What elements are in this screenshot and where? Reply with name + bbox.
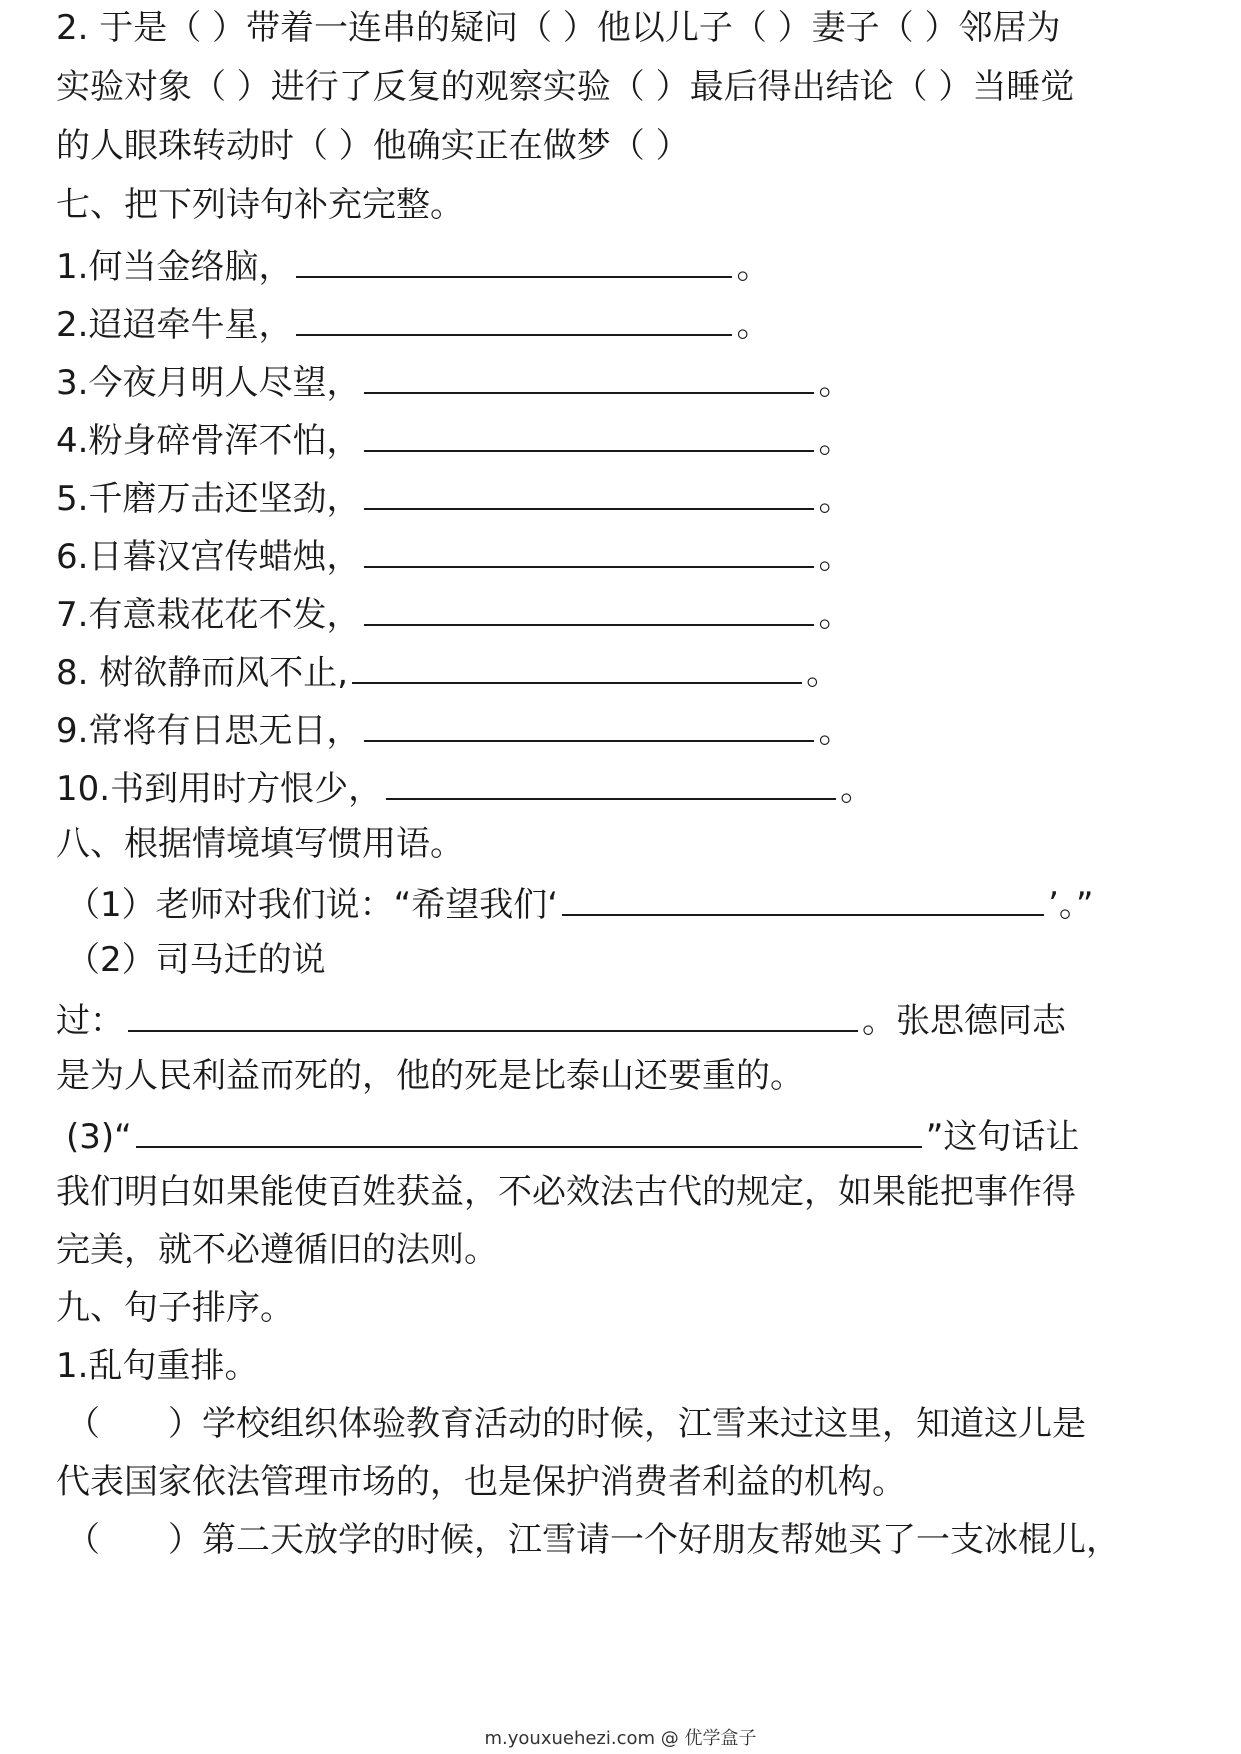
section-9-heading: 九、句子排序。 (56, 1288, 294, 1328)
answer-blank[interactable] (296, 300, 732, 336)
poem-item-8 (56, 648, 840, 692)
idiom-end: ”这句话让 (925, 1117, 1080, 1157)
poem-prompt: 8. 树欲静而风不止, (56, 653, 349, 693)
watermark-footer: m.youxuehezi.com @ 优学盒子 (484, 1728, 757, 1749)
poem-end: 。 (818, 479, 853, 519)
idiom-prompt: （1）老师对我们说：“希望我们‘ (66, 885, 559, 925)
idiom-end: ’。” (1048, 885, 1094, 925)
section-9-subheading: 1.乱句重排。 (56, 1346, 259, 1386)
idiom-item-2-line-1: （2）司马迁的说 (66, 940, 326, 980)
answer-blank[interactable] (364, 358, 814, 394)
poem-item-1 (56, 242, 770, 286)
poem-prompt: 7.有意栽花花不发， (56, 595, 361, 635)
q6-line-2: 实验对象（ ）进行了反复的观察实验（ ）最后得出结论（ ）当睡觉 (56, 67, 1075, 107)
poem-prompt: 1.何当金络脑， (56, 247, 293, 287)
poem-item-7 (56, 590, 852, 634)
poem-end: 。 (736, 247, 771, 287)
sentence-1-line-1: （ ）学校组织体验教育活动的时候，江雪来过这里，知道这儿是 (66, 1404, 1086, 1444)
poem-item-10 (56, 764, 874, 808)
idiom-item-3-line-2: 我们明白如果能使百姓获益，不必效法古代的规定，如果能把事作得 (56, 1172, 1076, 1212)
poem-end: 。 (806, 653, 841, 693)
poem-item-4 (56, 416, 852, 460)
answer-blank[interactable] (352, 648, 802, 684)
idiom-item-3-line-3: 完美，就不必遵循旧的法则。 (56, 1230, 498, 1270)
poem-prompt: 5.千磨万击还坚劲， (56, 479, 361, 519)
answer-blank[interactable] (364, 706, 814, 742)
poem-item-6 (56, 532, 852, 576)
answer-blank[interactable] (364, 590, 814, 626)
section-8-heading: 八、根据情境填写惯用语。 (56, 824, 464, 864)
poem-end: 。 (818, 363, 853, 403)
poem-end: 。 (818, 711, 853, 751)
answer-blank[interactable] (364, 474, 814, 510)
idiom-item-3 (66, 1112, 1079, 1156)
answer-blank[interactable] (364, 416, 814, 452)
idiom-prompt: 过： (56, 1001, 124, 1041)
answer-blank[interactable] (386, 764, 836, 800)
poem-prompt: 2.迢迢牵牛星， (56, 305, 293, 345)
poem-end: 。 (818, 537, 853, 577)
poem-end: 。 (736, 305, 771, 345)
answer-blank[interactable] (128, 996, 858, 1032)
answer-blank[interactable] (364, 532, 814, 568)
answer-blank[interactable] (296, 242, 732, 278)
poem-prompt: 4.粉身碎骨浑不怕， (56, 421, 361, 461)
idiom-end: 。张思德同志 (862, 1001, 1066, 1041)
poem-item-9 (56, 706, 852, 750)
answer-blank[interactable] (136, 1112, 922, 1148)
poem-item-5 (56, 474, 852, 518)
q6-line-1: 2. 于是（ ）带着一连串的疑问（ ）他以儿子（ ）妻子（ ）邻居为 (56, 8, 1061, 48)
idiom-item-2-line-3: 是为人民利益而死的，他的死是比泰山还要重的。 (56, 1056, 804, 1096)
idiom-prompt: (3)“ (66, 1117, 132, 1157)
poem-end: 。 (818, 421, 853, 461)
poem-prompt: 10.书到用时方恨少， (56, 769, 383, 809)
poem-end: 。 (840, 769, 875, 809)
poem-prompt: 6.日暮汉宫传蜡烛， (56, 537, 361, 577)
q6-line-3: 的人眼珠转动时（ ）他确实正在做梦（ ） (56, 126, 690, 166)
sentence-1-line-2: 代表国家依法管理市场的，也是保护消费者利益的机构。 (56, 1462, 906, 1502)
poem-item-3 (56, 358, 852, 402)
poem-prompt: 9.常将有日思无日， (56, 711, 361, 751)
poem-item-2 (56, 300, 770, 344)
sentence-2-line-1: （ ）第二天放学的时候，江雪请一个好朋友帮她买了一支冰棍儿， (66, 1520, 1120, 1560)
section-7-heading: 七、把下列诗句补充完整。 (56, 185, 464, 225)
idiom-item-2-line-2 (56, 996, 1066, 1040)
idiom-item-1 (66, 880, 1093, 924)
answer-blank[interactable] (562, 880, 1044, 916)
poem-end: 。 (818, 595, 853, 635)
poem-prompt: 3.今夜月明人尽望， (56, 363, 361, 403)
